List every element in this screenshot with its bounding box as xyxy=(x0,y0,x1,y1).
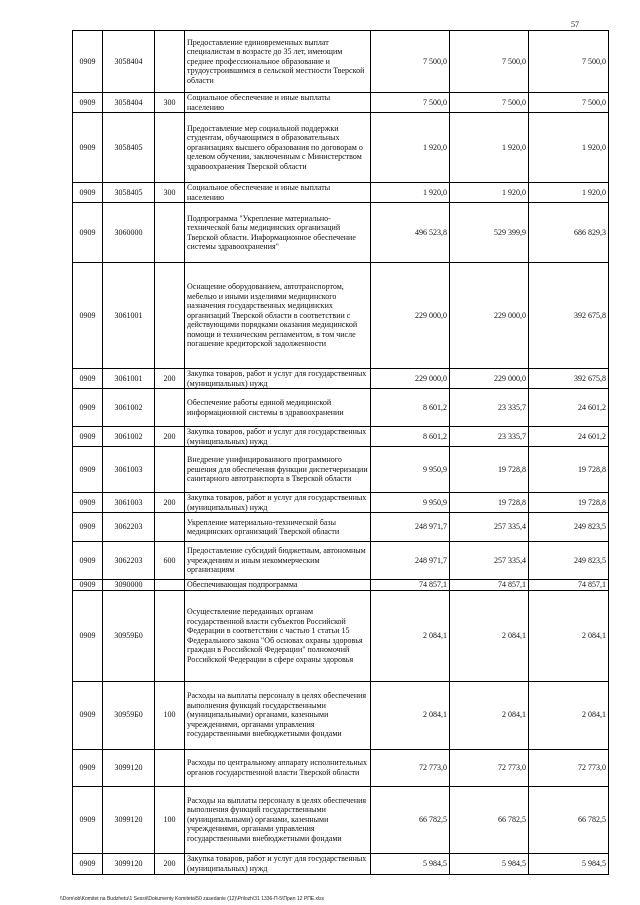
section-code-cell: 0909 xyxy=(73,183,103,203)
amount-year3-cell: 74 857,1 xyxy=(529,580,609,591)
target-article-cell: 30959Б0 xyxy=(103,681,155,749)
expense-type-cell: 200 xyxy=(155,427,185,447)
table-row xyxy=(73,580,609,591)
amount-year2-cell: 74 857,1 xyxy=(450,580,529,591)
section-code-cell: 0909 xyxy=(73,681,103,749)
description-cell: Расходы на выплаты персоналу в целях обеспечения выполнения функций государственными (муниципальными) органами, казенными учреждениями, органами управления государственными внебюджетными фондами xyxy=(185,786,371,853)
description-cell: Расходы на выплаты персоналу в целях обеспечения выполнения функций государственными (муниципальными) органами, казенными учреждениями, органами управления государственными внебюджетными фондами xyxy=(185,681,371,749)
table-row xyxy=(73,447,609,493)
description-cell: Социальное обеспечение и иные выплаты населению xyxy=(185,183,371,203)
expense-type-cell: 200 xyxy=(155,369,185,389)
target-article-cell: 3061003 xyxy=(103,493,155,513)
table-row xyxy=(73,113,609,183)
table-row xyxy=(73,183,609,203)
table-row xyxy=(73,263,609,369)
amount-year3-cell: 249 823,5 xyxy=(529,542,609,580)
table-row xyxy=(73,369,609,389)
amount-year2-cell: 257 335,4 xyxy=(450,542,529,580)
amount-year2-cell: 7 500,0 xyxy=(450,93,529,113)
section-code-cell: 0909 xyxy=(73,447,103,493)
description-cell: Закупка товаров, работ и услуг для государственных (муниципальных) нужд xyxy=(185,369,371,389)
amount-year2-cell: 1 920,0 xyxy=(450,183,529,203)
expense-type-cell: 300 xyxy=(155,183,185,203)
description-cell: Предоставление мер социальной поддержки студентам, обучающимся в образовательных организациях высшего образования по договорам о целевом обучении, заключенным с Министерством здравоохранения Тверской области xyxy=(185,113,371,183)
section-code-cell: 0909 xyxy=(73,31,103,93)
description-cell: Обеспечение работы единой медицинской информационной системы в здравоохранении xyxy=(185,389,371,427)
section-code-cell: 0909 xyxy=(73,369,103,389)
amount-year1-cell: 9 950,9 xyxy=(371,493,450,513)
target-article-cell: 3090000 xyxy=(103,580,155,591)
section-code-cell: 0909 xyxy=(73,580,103,591)
section-code-cell: 0909 xyxy=(73,203,103,263)
target-article-cell: 3060000 xyxy=(103,203,155,263)
amount-year3-cell: 24 601,2 xyxy=(529,389,609,427)
description-cell: Предоставление субсидий бюджетным, автономным учреждениям и иным некоммерческим организациям xyxy=(185,542,371,580)
target-article-cell: 3099120 xyxy=(103,853,155,874)
amount-year3-cell: 392 675,8 xyxy=(529,369,609,389)
section-code-cell: 0909 xyxy=(73,493,103,513)
target-article-cell: 3062203 xyxy=(103,542,155,580)
expense-type-cell: 600 xyxy=(155,542,185,580)
amount-year1-cell: 2 084,1 xyxy=(371,590,450,681)
amount-year1-cell: 248 971,7 xyxy=(371,542,450,580)
description-cell: Закупка товаров, работ и услуг для государственных (муниципальных) нужд xyxy=(185,427,371,447)
amount-year1-cell: 248 971,7 xyxy=(371,513,450,542)
target-article-cell: 3058405 xyxy=(103,113,155,183)
section-code-cell: 0909 xyxy=(73,93,103,113)
description-cell: Осуществление переданных органам государственной власти субъектов Российской Федерации в соответствии с частью 1 статьи 15 Федерального закона "Об основах охраны здоровья граждан в Российской Федерации" полномочий Российской Федерации в сфере охраны здоровья xyxy=(185,590,371,681)
amount-year1-cell: 9 950,9 xyxy=(371,447,450,493)
amount-year1-cell: 66 782,5 xyxy=(371,786,450,853)
budget-table xyxy=(72,30,609,875)
target-article-cell: 3061001 xyxy=(103,369,155,389)
target-article-cell: 3061003 xyxy=(103,447,155,493)
amount-year3-cell: 686 829,3 xyxy=(529,203,609,263)
amount-year3-cell: 5 984,5 xyxy=(529,853,609,874)
table-row xyxy=(73,389,609,427)
expense-type-cell xyxy=(155,590,185,681)
amount-year1-cell: 5 984,5 xyxy=(371,853,450,874)
amount-year3-cell: 72 773,0 xyxy=(529,749,609,786)
amount-year3-cell: 392 675,8 xyxy=(529,263,609,369)
table-row xyxy=(73,427,609,447)
target-article-cell: 3099120 xyxy=(103,786,155,853)
table-row xyxy=(73,786,609,853)
table-row xyxy=(73,93,609,113)
section-code-cell: 0909 xyxy=(73,513,103,542)
amount-year3-cell: 1 920,0 xyxy=(529,183,609,203)
page-number: 57 xyxy=(571,20,579,29)
description-cell: Закупка товаров, работ и услуг для государственных (муниципальных) нужд xyxy=(185,853,371,874)
amount-year2-cell: 229 000,0 xyxy=(450,369,529,389)
section-code-cell: 0909 xyxy=(73,853,103,874)
amount-year1-cell: 496 523,8 xyxy=(371,203,450,263)
amount-year2-cell: 529 399,9 xyxy=(450,203,529,263)
section-code-cell: 0909 xyxy=(73,427,103,447)
target-article-cell: 30959Б0 xyxy=(103,590,155,681)
section-code-cell: 0909 xyxy=(73,113,103,183)
description-cell: Предоставление единовременных выплат специалистам в возрасте до 35 лет, имеющим среднее профессиональное образование и трудоустроившимся в сельской местности Тверской области xyxy=(185,31,371,93)
expense-type-cell xyxy=(155,389,185,427)
expense-type-cell: 300 xyxy=(155,93,185,113)
amount-year3-cell: 19 728,8 xyxy=(529,493,609,513)
amount-year1-cell: 8 601,2 xyxy=(371,427,450,447)
expense-type-cell: 200 xyxy=(155,493,185,513)
target-article-cell: 3058404 xyxy=(103,93,155,113)
table-row xyxy=(73,513,609,542)
description-cell: Подпрограмма "Укрепление материально-технической базы медицинских организаций Тверской области. Информационное обеспечение системы здравоохранения" xyxy=(185,203,371,263)
amount-year2-cell: 2 084,1 xyxy=(450,590,529,681)
expense-type-cell: 100 xyxy=(155,681,185,749)
amount-year3-cell: 24 601,2 xyxy=(529,427,609,447)
expense-type-cell: 200 xyxy=(155,853,185,874)
expense-type-cell xyxy=(155,749,185,786)
expense-type-cell xyxy=(155,580,185,591)
description-cell: Социальное обеспечение и иные выплаты населению xyxy=(185,93,371,113)
amount-year2-cell: 2 084,1 xyxy=(450,681,529,749)
amount-year3-cell: 19 728,8 xyxy=(529,447,609,493)
amount-year1-cell: 72 773,0 xyxy=(371,749,450,786)
table-row xyxy=(73,31,609,93)
amount-year2-cell: 5 984,5 xyxy=(450,853,529,874)
table-row xyxy=(73,590,609,681)
amount-year2-cell: 23 335,7 xyxy=(450,389,529,427)
amount-year2-cell: 19 728,8 xyxy=(450,493,529,513)
amount-year2-cell: 7 500,0 xyxy=(450,31,529,93)
file-path-footer: \\Dom\ob\Komitet na Budzhetu\1 Sessii\Dokumenty Komiteta\50 zasedanie (12)\Prilozh\31 1336-П-5\Прил 12 РПЕ.xlsx xyxy=(60,896,325,902)
amount-year3-cell: 2 084,1 xyxy=(529,681,609,749)
amount-year3-cell: 7 500,0 xyxy=(529,31,609,93)
section-code-cell: 0909 xyxy=(73,389,103,427)
section-code-cell: 0909 xyxy=(73,749,103,786)
amount-year1-cell: 229 000,0 xyxy=(371,369,450,389)
amount-year1-cell: 2 084,1 xyxy=(371,681,450,749)
amount-year1-cell: 229 000,0 xyxy=(371,263,450,369)
amount-year3-cell: 249 823,5 xyxy=(529,513,609,542)
table-row xyxy=(73,493,609,513)
table-body xyxy=(73,31,609,875)
amount-year2-cell: 257 335,4 xyxy=(450,513,529,542)
description-cell: Закупка товаров, работ и услуг для государственных (муниципальных) нужд xyxy=(185,493,371,513)
amount-year2-cell: 229 000,0 xyxy=(450,263,529,369)
description-cell: Внедрение унифицированного программного решения для обеспечения функции диспетчеризации санитарного автотранспорта в Тверской области xyxy=(185,447,371,493)
target-article-cell: 3061002 xyxy=(103,389,155,427)
amount-year1-cell: 8 601,2 xyxy=(371,389,450,427)
amount-year3-cell: 66 782,5 xyxy=(529,786,609,853)
expense-type-cell xyxy=(155,447,185,493)
expense-type-cell xyxy=(155,31,185,93)
section-code-cell: 0909 xyxy=(73,542,103,580)
amount-year2-cell: 66 782,5 xyxy=(450,786,529,853)
table-row xyxy=(73,681,609,749)
amount-year1-cell: 1 920,0 xyxy=(371,183,450,203)
amount-year2-cell: 1 920,0 xyxy=(450,113,529,183)
section-code-cell: 0909 xyxy=(73,590,103,681)
target-article-cell: 3058404 xyxy=(103,31,155,93)
description-cell: Укрепление материально-технической базы медицинских организаций Тверской области xyxy=(185,513,371,542)
table-row xyxy=(73,542,609,580)
expense-type-cell xyxy=(155,203,185,263)
target-article-cell: 3061002 xyxy=(103,427,155,447)
amount-year1-cell: 74 857,1 xyxy=(371,580,450,591)
table-row xyxy=(73,853,609,874)
amount-year3-cell: 7 500,0 xyxy=(529,93,609,113)
description-cell: Расходы по центральному аппарату исполнительных органов государственной власти Тверской области xyxy=(185,749,371,786)
amount-year1-cell: 1 920,0 xyxy=(371,113,450,183)
expense-type-cell xyxy=(155,263,185,369)
section-code-cell: 0909 xyxy=(73,263,103,369)
amount-year1-cell: 7 500,0 xyxy=(371,93,450,113)
expense-type-cell: 100 xyxy=(155,786,185,853)
amount-year2-cell: 23 335,7 xyxy=(450,427,529,447)
amount-year1-cell: 7 500,0 xyxy=(371,31,450,93)
description-cell: Оснащение оборудованием, автотранспортом, мебелью и иными изделиями медицинского назначения государственных медицинских организаций Тверской области в соответствии с действующими порядками оказания медицинской помощи и техническим регламентом, в том числе погашение кредиторской задолженности xyxy=(185,263,371,369)
table-row xyxy=(73,749,609,786)
amount-year2-cell: 72 773,0 xyxy=(450,749,529,786)
amount-year2-cell: 19 728,8 xyxy=(450,447,529,493)
target-article-cell: 3061001 xyxy=(103,263,155,369)
amount-year3-cell: 1 920,0 xyxy=(529,113,609,183)
target-article-cell: 3062203 xyxy=(103,513,155,542)
description-cell: Обеспечивающая подпрограмма xyxy=(185,580,371,591)
section-code-cell: 0909 xyxy=(73,786,103,853)
target-article-cell: 3099120 xyxy=(103,749,155,786)
target-article-cell: 3058405 xyxy=(103,183,155,203)
amount-year3-cell: 2 084,1 xyxy=(529,590,609,681)
table-row xyxy=(73,203,609,263)
expense-type-cell xyxy=(155,113,185,183)
expense-type-cell xyxy=(155,513,185,542)
